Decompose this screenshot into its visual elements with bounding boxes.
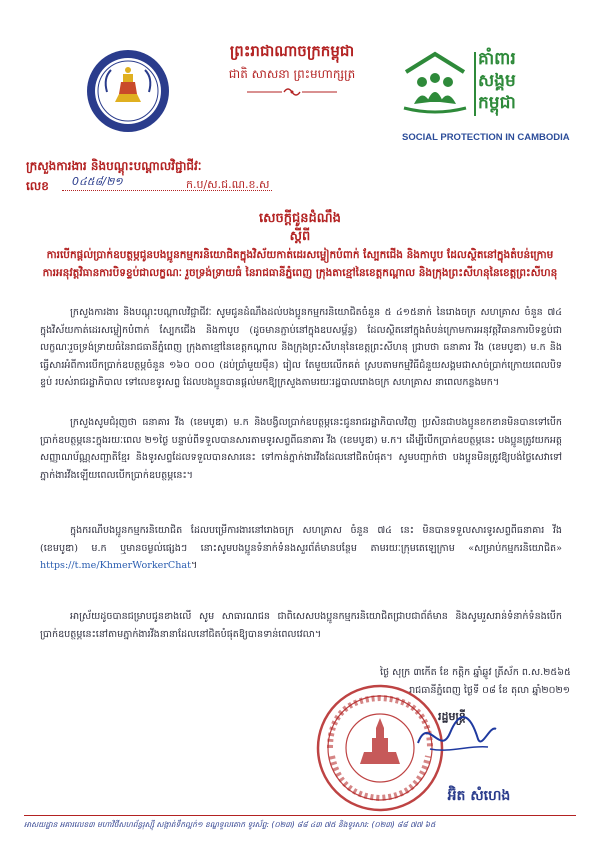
signer-name: អ៊ិត សំហេង — [447, 788, 511, 804]
ministry-name: ក្រសួងការងារ និងបណ្តុះបណ្តាលវិជ្ជាជីវៈ — [26, 159, 202, 173]
signatory-title: រដ្ឋមន្ត្រី — [438, 710, 466, 723]
footer-address: អាសយដ្ឋាន អគារលេខ៣ មហាវិថីសហព័ន្ធរុស្ស៊ី សង្កាត់ទឹកល្អក់១ ខណ្ឌទួលគោក ទូរស័ព្ទ: (០២៣) ៨៨ ៤៣ ៧៥ និងទូរសារ: (០២៣) ៨៨ ៧៧ ៦៥ — [24, 820, 436, 829]
kingdom-heading: ព្រះរាជាណាចក្រកម្ពុជា — [229, 42, 355, 60]
footer-divider — [24, 815, 576, 816]
ministry-seal-logo — [85, 48, 171, 134]
solar-date-line: រាជធានីភ្នំពេញ ថ្ងៃទី ០៨ ខែ តុលា ឆ្នាំ២០២១ — [409, 685, 570, 696]
paragraph-3-end: ។ — [191, 560, 198, 572]
social-protection-icon — [398, 50, 472, 116]
wordmark-line: កម្ពុជា — [478, 93, 516, 113]
social-protection-caption: SOCIAL PROTECTION IN CAMBODIA — [402, 132, 570, 143]
telegram-group-link[interactable]: https://t.me/KhmerWorkerChat — [40, 560, 192, 572]
reference-label: លេខ — [26, 179, 49, 193]
body-paragraph-4: អាស្រ័យដូចបានជម្រាបជូនខាងលើ សូម សាធារណជន ជាពិសេសបងប្អូនកម្មករនិយោជិតជ្រាបជាព័ត៌មាន និងសូមរួសរាន់ទំនាក់ទំនងបើកប្រាក់ឧបត្ថម្ភនេះនៅតាមភ្នាក់ងារវីងនានាដែលនៅជិតបំផុតឱ្យបានទាន់ពេលវេលា។ — [40, 611, 562, 640]
lunar-date-line: ថ្ងៃ សុក្រ ៣កើត ខែ កត្តិក ឆ្នាំឆ្លូវ ត្រីស័ក ព.ស.២៥៦៥ — [380, 667, 571, 678]
body-paragraph-2: ក្រសួងសូមជំរុញថា ធនាគារ វីង (ខេមបូឌា) ម.ក និងបង្វិលប្រាក់ឧបត្ថម្ភនេះជូនរាជរដ្ឋាភិបាលវិញ ប្រសិនជាបងប្អូនខកខានមិនបានទៅបើកប្រាក់ឧបត្ថម្ភនេះក្នុងរយៈពេល ២១ថ្ងៃ បន្ទាប់ពីទទួលបានសារតាមទូរសព្ទពីធនាគារ វីង (ខេមបូឌា) ម.ក។ ដើម្បីបើកប្រាក់ឧបត្ថម្ភនេះ បងប្អូនត្រូវយកអត្តសញ្ញាណប័ណ្ណសញ្ជាតិខ្មែរ និងទូរសព្ទដែលទទួលបានសារនេះ ទៅកាន់ភ្នាក់ងារវីងដែលនៅជិតបំផុត។ សូមបញ្ជាក់ថា បងប្អូនមិនត្រូវឱ្យបង់ថ្លៃសេវាទៅភ្នាក់ងារវីងឡើយពេលបើកប្រាក់ឧបត្ថម្ភនេះ។ — [40, 417, 562, 481]
body-paragraph-1: ក្រសួងការងារ និងបណ្តុះបណ្តាលវិជ្ជាជីវៈ សូមជូនដំណឹងដល់បងប្អូនកម្មករនិយោជិតចំនួន ៥ ៤១៥នាក់ នៃរោងចក្រ សហគ្រាស ចំនួន ៧៤ ក្នុងវិស័យកាត់ដេរសម្លៀកបំពាក់ ស្បែកជើង និងកាបូប (ដូចមានភ្ជាប់នៅក្នុងឧបសម្ព័ន្ធ) ដែលស្ថិតនៅក្នុងតំបន់ក្រោមការអនុវត្តវិធានការបិទខ្ទប់ជាលក្ខណៈរួចទ្រង់ទ្រាយធំនៃរាជធានីភ្នំពេញ ក្រុងតាខ្មៅនៃខេត្តកណ្តាល និងក្រុងព្រះសីហនុនៃខេត្តព្រះសីហនុ ជ្រាបថា ធនាគារ វីង (ខេមបូឌា) ម.ក និងធ្វើសារអំពីការបើកប្រាក់ឧបត្ថម្ភចំនួន ១៦០ ០០០ (ដប់ប្រាំមួយម៉ឺន) រៀល តែមួយលើកគត់ ស្របតាមកម្មវិធីជំនួយសង្គមជាសាច់ប្រាក់ក្រោយពេលបិទខ្ទប់ របស់រាជរដ្ឋាភិបាល ទៅលេខទូរសព្ទ ដែលបងប្អូនបានផ្តល់មកឱ្យក្រសួងតាមរយៈរដ្ឋបាលរោងចក្រ សហគ្រាស នាពេលកន្លងមក។ — [40, 307, 562, 389]
body-paragraph-3 — [40, 522, 562, 575]
document-subject: ការបើកផ្តល់ប្រាក់ឧបត្ថម្ភជូនបងប្អូនកម្មករនិយោជិតក្នុងវិស័យកាត់ដេរសម្លៀកបំពាក់ ស្បែកជើង និងកាបូប ដែលស្ថិតនៅក្នុងតំបន់ក្រោមការអនុវត្តវិធានការបិទខ្ទប់ជាលក្ខណៈ រួចទ្រង់ទ្រាយធំ នៃរាជធានីភ្នំពេញ ក្រុងតាខ្មៅនៃខេត្តកណ្តាល និងក្រុងព្រះសីហនុនៃខេត្តព្រះសីហនុ — [42, 249, 558, 279]
national-motto: ជាតិ សាសនា ព្រះមហាក្សត្រ — [228, 67, 356, 81]
handwritten-signature — [400, 705, 500, 765]
paragraph-3-text: ក្នុងករណីបងប្អូនកម្មករនិយោជិត ដែលបម្រើការងារនៅរោងចក្រ សហគ្រាស ចំនួន ៧៤ នេះ មិនបានទទួលសារទូរសព្ទពីធនាគារ វីង (ខេមបូឌា) ម.ក ឬមានចម្ងល់ផ្សេងៗ នោះសូមបងប្អូនទំនាក់ទំនងសួរព័ត៌មានបន្ថែម តាមរយៈក្រុមតេឡេក្រាម «សម្រាប់កម្មករនិយោជិត» — [40, 525, 562, 554]
document-about-label: ស្តីពី — [289, 229, 311, 244]
wordmark-line: គាំពារ — [478, 49, 516, 69]
logo-divider — [474, 52, 476, 116]
document-type-title: សេចក្តីជូនដំណឹង — [259, 211, 341, 226]
reference-code: ក.ប/ស.ជ.ណ.ខ.ស — [186, 178, 270, 191]
reference-number: 0៤៥៨/២១ — [72, 175, 123, 188]
social-protection-wordmark — [478, 48, 582, 114]
ornament-divider — [242, 86, 342, 98]
wordmark-line: សង្គម — [478, 71, 516, 91]
